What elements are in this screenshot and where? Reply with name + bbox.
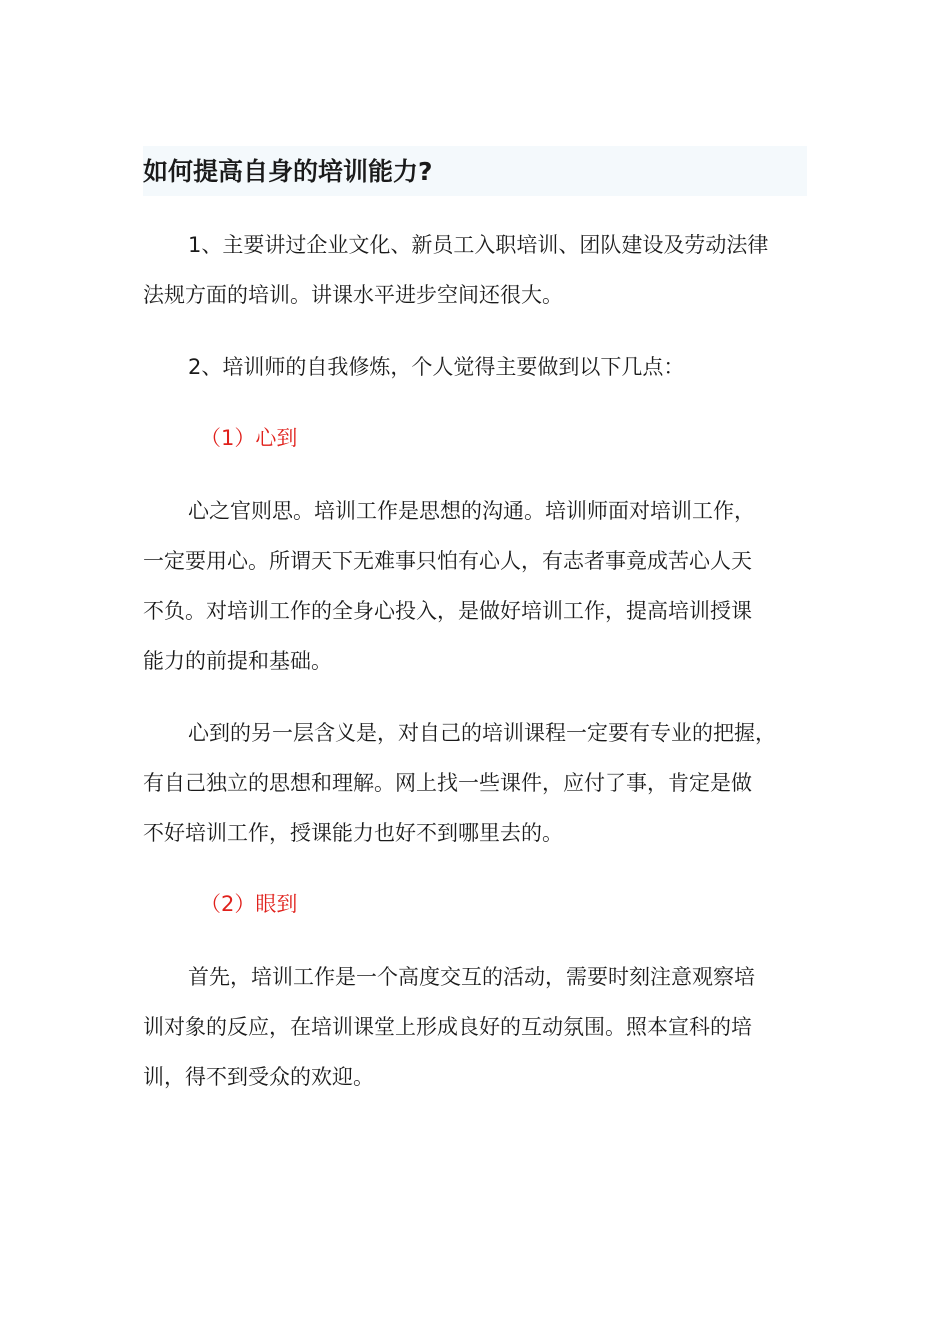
paragraph-line: 心之官则思。培训工作是思想的沟通。培训师面对培训工作，	[188, 499, 755, 523]
paragraph-4	[143, 708, 808, 858]
paragraph-5	[143, 952, 808, 1102]
paragraph-line: 法规方面的培训。讲课水平进步空间还很大。	[143, 283, 563, 307]
paragraph-line: 1、主要讲过企业文化、新员工入职培训、团队建设及劳动法律	[188, 233, 769, 257]
paragraph-line: 不负。对培训工作的全身心投入，是做好培训工作，提高培训授课	[143, 599, 752, 623]
paragraph-line: 训，得不到受众的欢迎。	[143, 1065, 374, 1089]
paragraph-line: 训对象的反应，在培训课堂上形成良好的互动氛围。照本宣科的培	[143, 1015, 752, 1039]
paragraph-line: 有自己独立的思想和理解。网上找一些课件，应付了事，肯定是做	[143, 771, 752, 795]
subheading-heart: （1）心到	[200, 426, 298, 450]
paragraph-line: 首先，培训工作是一个高度交互的活动，需要时刻注意观察培	[188, 965, 755, 989]
page-title: 如何提高自身的培训能力?	[143, 157, 433, 186]
paragraph-line: 一定要用心。所谓天下无难事只怕有心人，有志者事竟成苦心人天	[143, 549, 752, 573]
paragraph-line: 心到的另一层含义是，对自己的培训课程一定要有专业的把握，	[188, 721, 776, 745]
subheading-eyes: （2）眼到	[200, 892, 298, 916]
paragraph-line: 能力的前提和基础。	[143, 649, 332, 673]
paragraph-2	[143, 342, 808, 392]
paragraph-line: 2、培训师的自我修炼，个人觉得主要做到以下几点：	[188, 355, 685, 379]
paragraph-line: 不好培训工作，授课能力也好不到哪里去的。	[143, 821, 563, 845]
paragraph-3	[143, 486, 808, 686]
paragraph-1	[143, 220, 808, 320]
